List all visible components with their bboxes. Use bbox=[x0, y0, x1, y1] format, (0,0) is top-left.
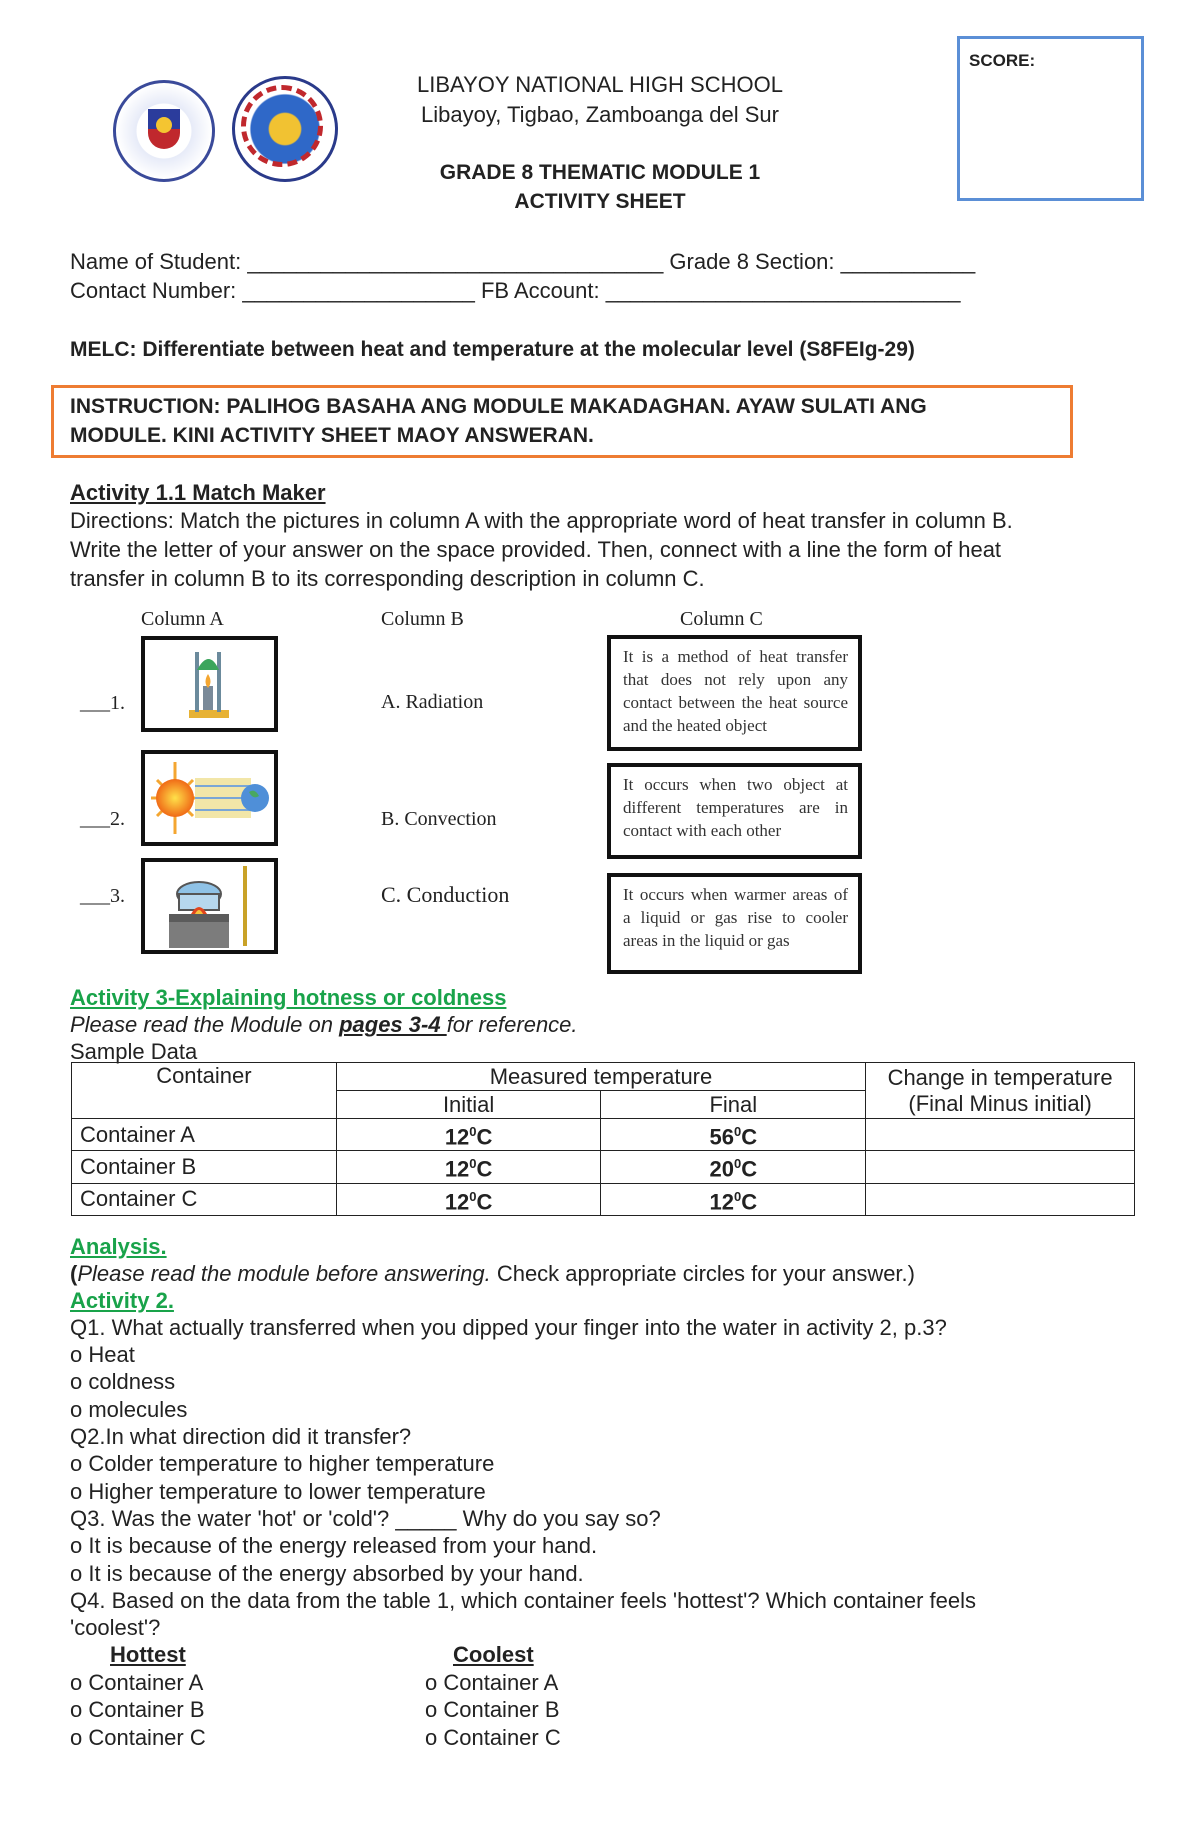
unit: C bbox=[741, 1124, 758, 1150]
sheet-title: ACTIVITY SHEET bbox=[514, 190, 686, 213]
row-b-final bbox=[601, 1151, 866, 1183]
q3-option-released[interactable]: o It is because of the energy released from your hand. bbox=[70, 1533, 598, 1558]
row-c-final-value: 12 bbox=[709, 1188, 734, 1214]
column-a-header: Column A bbox=[141, 608, 224, 630]
header-change-in-temperature bbox=[866, 1063, 1135, 1119]
analysis-note-italic: Please read the module before answering. bbox=[77, 1261, 491, 1286]
row-a-initial-value: 12 bbox=[444, 1124, 470, 1150]
degree-sup: 0 bbox=[734, 1156, 742, 1172]
activity1-directions-line1: Directions: Match the pictures in column A with the appropriate word of heat transfer in column B. bbox=[70, 508, 1013, 533]
student-info-line1[interactable]: Name of Student: __________________________________ Grade 8 Section: ___________ bbox=[70, 249, 976, 274]
reference-text-after: for reference. bbox=[446, 1012, 578, 1037]
degree-sup: 0 bbox=[734, 1188, 742, 1204]
activity1-directions-line3: transfer in column B to its corresponding description in column C. bbox=[70, 566, 705, 591]
header-final: Final bbox=[601, 1091, 866, 1119]
score-label: SCORE: bbox=[969, 51, 1036, 70]
hottest-option-b[interactable]: o Container B bbox=[70, 1697, 205, 1722]
row-c-container: Container C bbox=[72, 1183, 337, 1215]
deped-seal-logo bbox=[113, 80, 215, 182]
q2-option-higher-to-lower[interactable]: o Higher temperature to lower temperature bbox=[70, 1479, 486, 1504]
item3-answer-blank[interactable]: ___3. bbox=[80, 885, 125, 907]
table-row bbox=[72, 1151, 1135, 1183]
coolest-option-c[interactable]: o Container C bbox=[425, 1725, 561, 1750]
reference-text-before: Please read the Module on bbox=[70, 1012, 340, 1037]
description-box-3[interactable]: It occurs when warmer areas of a liquid or gas rise to cooler areas in the liquid or gas bbox=[607, 873, 862, 974]
unit: C bbox=[476, 1188, 493, 1214]
row-c-final bbox=[601, 1183, 866, 1215]
analysis-note-paren: ( bbox=[70, 1261, 78, 1286]
row-b-initial-value: 12 bbox=[444, 1156, 470, 1182]
item1-answer-blank[interactable]: ___1. bbox=[80, 692, 125, 714]
school-name: LIBAYOY NATIONAL HIGH SCHOOL bbox=[417, 72, 783, 97]
question-4-line1: Q4. Based on the data from the table 1, which container feels 'hottest'? Which container feels bbox=[70, 1588, 977, 1613]
header-measured-temperature: Measured temperature bbox=[336, 1063, 865, 1091]
coolest-label: Coolest bbox=[453, 1642, 534, 1667]
hottest-option-a[interactable]: o Container A bbox=[70, 1670, 204, 1695]
row-a-final bbox=[601, 1119, 866, 1151]
row-b-container: Container B bbox=[72, 1151, 337, 1183]
sun-radiation-picture bbox=[141, 750, 278, 846]
question-3: Q3. Was the water 'hot' or 'cold'? _____ Why do you say so? bbox=[70, 1506, 661, 1531]
module-title: GRADE 8 THEMATIC MODULE 1 bbox=[439, 161, 761, 184]
row-c-initial-value: 12 bbox=[444, 1188, 470, 1214]
row-a-initial bbox=[336, 1119, 601, 1151]
q3-option-absorbed[interactable]: o It is because of the energy absorbed by your hand. bbox=[70, 1561, 584, 1586]
question-1: Q1. What actually transferred when you dipped your finger into the water in activity 2, p.3? bbox=[70, 1315, 947, 1340]
instruction-line1: INSTRUCTION: PALIHOG BASAHA ANG MODULE MAKADAGHAN. AYAW SULATI ANG bbox=[70, 395, 927, 418]
q1-option-heat[interactable]: o Heat bbox=[70, 1342, 135, 1367]
header-change-line1: Change in temperature bbox=[887, 1064, 1113, 1090]
hottest-label: Hottest bbox=[110, 1642, 186, 1667]
item2-answer-blank[interactable]: ___2. bbox=[80, 808, 125, 830]
activity1-directions-line2: Write the letter of your answer on the space provided. Then, connect with a line the form of heat bbox=[70, 537, 1002, 562]
row-a-change-answer[interactable] bbox=[866, 1119, 1135, 1151]
degree-sup: 0 bbox=[469, 1188, 477, 1204]
q1-option-molecules[interactable]: o molecules bbox=[70, 1397, 188, 1422]
row-b-initial bbox=[336, 1151, 601, 1183]
activity2-title: Activity 2. bbox=[70, 1288, 174, 1313]
unit: C bbox=[741, 1188, 758, 1214]
division-seal-logo bbox=[232, 76, 338, 182]
row-b-final-value: 20 bbox=[709, 1156, 734, 1182]
header-change-line2: (Final Minus initial) bbox=[908, 1090, 1092, 1116]
degree-sup: 0 bbox=[469, 1156, 477, 1172]
sample-data-label: Sample Data bbox=[70, 1039, 198, 1064]
description-box-2[interactable]: It occurs when two object at different temperatures are in contact with each other bbox=[607, 763, 862, 859]
student-info-line2[interactable]: Contact Number: ___________________ FB Account: _____________________________ bbox=[70, 278, 961, 303]
coolest-option-a[interactable]: o Container A bbox=[425, 1670, 559, 1695]
reference-pages: pages 3-4 bbox=[339, 1012, 447, 1037]
temperature-table bbox=[71, 1062, 1135, 1216]
item3-word: C. Conduction bbox=[381, 882, 510, 907]
table-row bbox=[72, 1119, 1135, 1151]
question-4-line2: 'coolest'? bbox=[70, 1615, 161, 1640]
question-2: Q2.In what direction did it transfer? bbox=[70, 1424, 412, 1449]
coolest-option-b[interactable]: o Container B bbox=[425, 1697, 560, 1722]
school-address: Libayoy, Tigbao, Zamboanga del Sur bbox=[421, 102, 779, 127]
unit: C bbox=[476, 1124, 493, 1150]
description-box-1[interactable]: It is a method of heat transfer that does not rely upon any contact between the heat source and the heated object bbox=[607, 635, 862, 751]
stove-pot-picture bbox=[141, 858, 278, 954]
activity1-title: Activity 1.1 Match Maker bbox=[70, 480, 326, 505]
header-container: Container bbox=[72, 1063, 337, 1119]
q1-option-coldness[interactable]: o coldness bbox=[70, 1369, 176, 1394]
row-b-change-answer[interactable] bbox=[866, 1151, 1135, 1183]
row-a-container: Container A bbox=[72, 1119, 337, 1151]
analysis-note-rest: Check appropriate circles for your answer.) bbox=[490, 1261, 915, 1286]
degree-sup: 0 bbox=[734, 1124, 742, 1139]
column-c-header: Column C bbox=[680, 608, 763, 630]
row-c-initial bbox=[336, 1183, 601, 1215]
unit: C bbox=[476, 1156, 493, 1182]
row-a-final-value: 56 bbox=[709, 1124, 734, 1150]
lab-burner-picture bbox=[141, 636, 278, 732]
activity3-title: Activity 3-Explaining hotness or coldness bbox=[70, 985, 507, 1010]
column-b-header: Column B bbox=[381, 608, 464, 630]
q2-option-colder-to-higher[interactable]: o Colder temperature to higher temperature bbox=[70, 1451, 495, 1476]
header-initial: Initial bbox=[336, 1091, 601, 1119]
row-c-change-answer[interactable] bbox=[866, 1183, 1135, 1215]
unit: C bbox=[741, 1156, 758, 1182]
degree-sup: 0 bbox=[469, 1124, 477, 1139]
hottest-option-c[interactable]: o Container C bbox=[70, 1725, 206, 1750]
activity3-reference-note bbox=[70, 1011, 578, 1038]
table-row bbox=[72, 1183, 1135, 1215]
item1-word: A. Radiation bbox=[381, 691, 484, 713]
melc-statement: MELC: Differentiate between heat and temperature at the molecular level (S8FEIg-29) bbox=[70, 338, 915, 361]
instruction-line2: MODULE. KINI ACTIVITY SHEET MAOY ANSWERAN. bbox=[70, 424, 594, 447]
analysis-note bbox=[70, 1260, 915, 1287]
item2-word: B. Convection bbox=[381, 808, 497, 830]
analysis-title: Analysis. bbox=[70, 1234, 167, 1259]
